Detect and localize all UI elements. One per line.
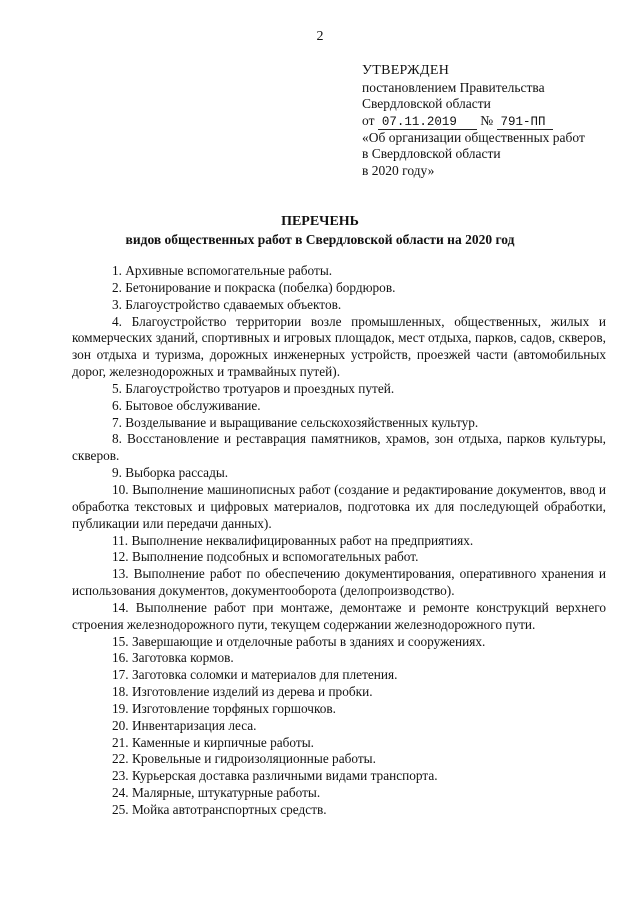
list-item: 7. Возделывание и выращивание сельскохозяйственных культур.: [112, 414, 479, 430]
list-item: 22. Кровельные и гидроизоляционные работы.: [112, 751, 376, 767]
list-item: 25. Мойка автотранспортных средств.: [112, 802, 327, 817]
number-prefix: №: [480, 112, 494, 128]
list-item: 4. Благоустройство территории возле промышленных, общественных, жилых и коммерческих зданий, спортивных и игровых площадок, мест отдыха, парков, садов, скверов, зон отдыха и туризма, дорожных инженерных устройств, проезжей части (автомобильных дорог, железнодорожных и трамвайных путей).: [72, 313, 606, 380]
list-item: 18. Изготовление изделий из дерева и пробки.: [112, 684, 373, 700]
list-item: 13. Выполнение работ по обеспечению документирования, оперативного хранения и использования документов, документооборота (делопроизводство).: [72, 566, 606, 599]
list-item: 1. Архивные вспомогательные работы.: [112, 263, 333, 278]
date-prefix: от: [362, 112, 375, 128]
approval-line-title-2: в Свердловской области: [362, 146, 501, 161]
list-item: 10. Выполнение машинописных работ (создание и редактирование документов, ввод и обработка текстовых и цифровых материалов, подготовка их для последующей обработки, публикации или передачи данных).: [72, 481, 606, 531]
list-item: 8. Восстановление и реставрация памятников, храмов, зон отдыха, парков культуры, скверов.: [72, 431, 606, 464]
approval-line-decree: постановлением Правительства: [362, 79, 545, 95]
document-title-block: [0, 213, 640, 249]
list-item: 23. Курьерская доставка различными видами транспорта.: [112, 768, 438, 784]
approval-date-line: [362, 113, 612, 130]
approval-block: [362, 63, 612, 179]
list-item: 24. Малярные, штукатурные работы.: [112, 785, 321, 801]
list-item: 12. Выполнение подсобных и вспомогательных работ.: [112, 549, 419, 565]
list-item: 5. Благоустройство тротуаров и проездных путей.: [112, 380, 395, 396]
work-types-list: [72, 263, 606, 819]
approval-line-year: в 2020 году»: [362, 162, 435, 178]
list-item: 19. Изготовление торфяных горшочков.: [112, 700, 336, 716]
list-item: 17. Заготовка соломки и материалов для плетения.: [112, 667, 398, 683]
list-item: 2. Бетонирование и покраска (побелка) бордюров.: [112, 279, 396, 295]
approval-line-title: «Об организации общественных работ: [362, 129, 585, 145]
list-item: 21. Каменные и кирпичные работы.: [112, 734, 314, 750]
document-subtitle: видов общественных работ в Свердловской области на 2020 год: [125, 232, 515, 247]
list-item: 11. Выполнение неквалифицированных работ на предприятиях.: [112, 532, 474, 548]
list-item: 9. Выборка рассады.: [112, 465, 229, 481]
list-item: 3. Благоустройство сдаваемых объектов.: [112, 296, 342, 312]
list-item: 16. Заготовка кормов.: [112, 650, 234, 666]
document-title: ПЕРЕЧЕНЬ: [281, 214, 359, 229]
list-item: 14. Выполнение работ при монтаже, демонтаже и ремонте конструкций верхнего строения железнодорожного пути, текущем содержании железнодорожного пути.: [72, 599, 606, 632]
approval-line-region: Свердловской области: [362, 96, 491, 111]
list-item: 6. Бытовое обслуживание.: [112, 397, 261, 413]
decree-number: 791-ПП: [497, 116, 553, 130]
list-item: 20. Инвентаризация леса.: [112, 717, 257, 733]
list-item: 15. Завершающие и отделочные работы в зданиях и сооружениях.: [112, 633, 486, 649]
approval-heading: УТВЕРЖДЕН: [362, 63, 450, 78]
page-number: 2: [316, 29, 324, 44]
decree-date: 07.11.2019: [378, 116, 477, 130]
